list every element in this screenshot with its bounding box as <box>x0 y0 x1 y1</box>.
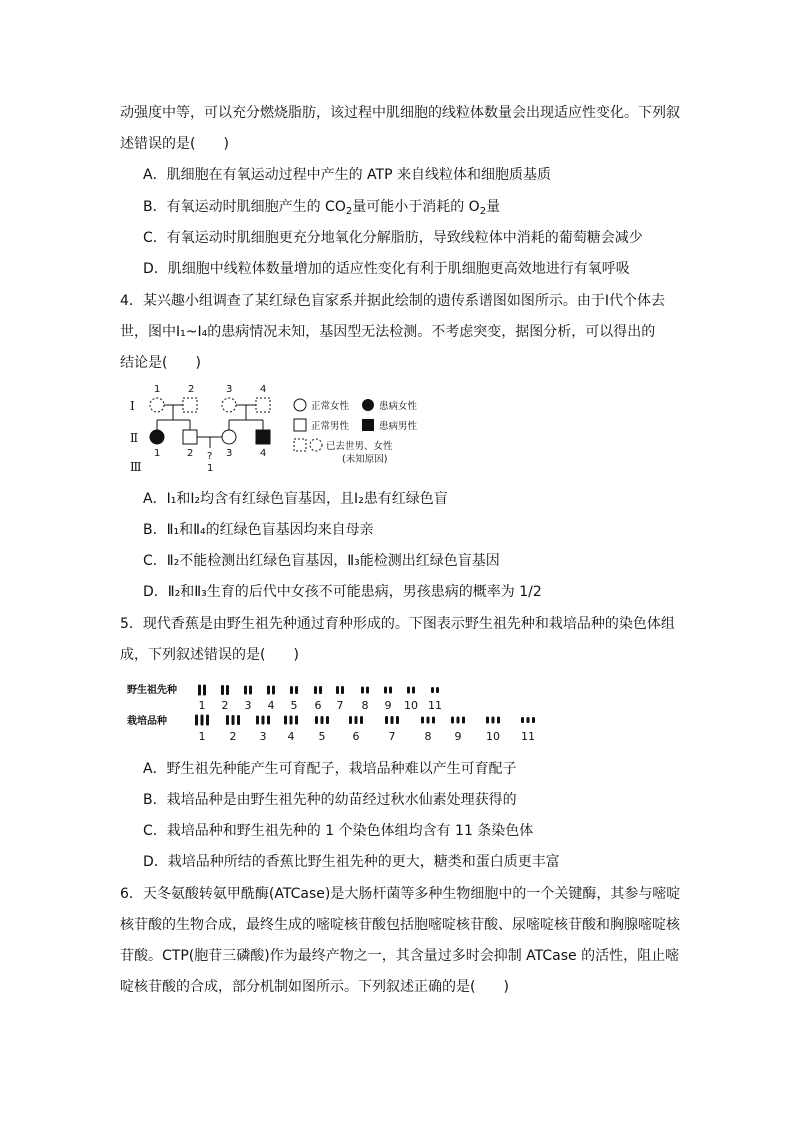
cultivar-chromosome-4b <box>290 716 293 725</box>
wild-chromosome-8b <box>366 687 369 694</box>
cultivar-group-number-8: 8 <box>424 730 432 742</box>
cultivar-group-number-10: 10 <box>486 730 500 742</box>
gen1-individual-3 <box>222 398 236 412</box>
cultivar-chromosome-4a <box>284 716 287 725</box>
cultivar-chromosome-2b <box>232 715 235 725</box>
wild-group-number-9: 9 <box>384 699 392 712</box>
wild-chromosome-1a <box>198 685 201 696</box>
gen1-num-1: 1 <box>154 384 161 395</box>
wild-chromosome-row <box>198 685 442 713</box>
wild-chromosome-6b <box>319 686 322 694</box>
q3-option-c: C．有氧运动时肌细胞更充分地氧化分解脂肪，导致线粒体中消耗的葡萄糖会减少 <box>143 230 643 246</box>
legend-affected-female-label: 患病女性 <box>379 401 418 412</box>
q5-option-d: D．栽培品种所结的香蕉比野生祖先种的更大，糖类和蛋白质更丰富 <box>143 854 560 870</box>
wild-chromosome-4b <box>272 686 275 695</box>
cultivar-chromosome-8b <box>427 717 430 724</box>
cultivar-group-number-1: 1 <box>198 730 206 742</box>
q3-option-b-part1: B．有氧运动时肌细胞产生的 CO <box>143 199 346 215</box>
gen2-individual-4-affected <box>256 430 270 444</box>
q4-stem-line2: 世，图中Ⅰ₁~Ⅰ₄的患病情况未知，基因型无法检测。不考虑突变，据图分析，可以得出的 <box>120 324 656 340</box>
q3-option-d: D．肌细胞中线粒体数量增加的适应性变化有利于肌细胞更高效地进行有氧呼吸 <box>143 261 630 277</box>
legend-affected-male-label: 患病男性 <box>379 421 418 432</box>
gen-label-2: Ⅱ <box>130 431 139 445</box>
cultivar-chromosome-7b <box>391 716 394 724</box>
cultivar-chromosome-11a <box>521 717 524 723</box>
cultivar-chromosome-11b <box>527 717 530 723</box>
cultivar-chromosome-2c <box>237 715 240 725</box>
cultivar-chromosome-3c <box>267 716 270 725</box>
cultivar-group-number-5: 5 <box>318 730 326 742</box>
gen2-num-4: 4 <box>260 448 267 459</box>
q3-option-b-part2: 量可能小于消耗的 O <box>352 199 480 215</box>
q4-stem-line1: 4．某兴趣小组调查了某红绿色盲家系并据此绘制的遗传系谱图如图所示。由于Ⅰ代个体去 <box>120 293 666 309</box>
q4-option-b: B．Ⅱ₁和Ⅱ₄的红绿色盲基因均来自母亲 <box>143 522 374 538</box>
gen1-individual-1 <box>150 398 164 412</box>
cultivar-label: 栽培品种 <box>127 716 167 727</box>
cultivar-chromosome-9c <box>462 717 465 724</box>
cultivar-chromosome-6b <box>355 716 358 724</box>
q3-option-a: A．肌细胞在有氧运动过程中产生的 ATP 来自线粒体和细胞质基质 <box>143 167 551 183</box>
cultivar-chromosome-3a <box>256 716 259 725</box>
gen3-question-mark: ? <box>207 451 213 462</box>
cultivar-group-number-11: 11 <box>521 730 535 742</box>
cultivar-chromosome-9b <box>457 717 460 724</box>
cultivar-chromosome-6a <box>349 716 352 724</box>
wild-group-number-4: 4 <box>267 699 275 712</box>
wild-chromosome-7a <box>336 686 339 694</box>
q4-stem-line3: 结论是( ) <box>120 355 201 371</box>
cultivar-chromosome-2a <box>226 715 229 725</box>
legend-normal-female-label: 正常女性 <box>311 401 350 412</box>
cultivar-chromosome-3b <box>262 716 265 725</box>
wild-group-number-8: 8 <box>361 699 369 712</box>
wild-group-number-2: 2 <box>221 699 229 712</box>
gen1-individual-4 <box>256 398 270 412</box>
q6-stem-line1: 6．天冬氨酸转氨甲酰酶(ATCase)是大肠杆菌等多种生物细胞中的一个关键酶，其参与嘧啶 <box>120 886 681 902</box>
q5-option-a: A．野生祖先种能产生可育配子，栽培品种难以产生可育配子 <box>143 761 517 777</box>
gen2-num-1: 1 <box>154 448 161 459</box>
q5-stem-line1: 5．现代香蕉是由野生祖先种通过育种形成的。下图表示野生祖先种和栽培品种的染色体组 <box>120 616 675 632</box>
wild-chromosome-11a <box>431 687 434 693</box>
wild-chromosome-5a <box>290 686 293 694</box>
cultivar-chromosome-1b <box>201 715 204 726</box>
q6-stem-line2: 核苷酸的生物合成，最终生成的嘧啶核苷酸包括胞嘧啶核苷酸、尿嘧啶核苷酸和胸腺嘧啶核 <box>120 917 680 933</box>
gen3-num-1: 1 <box>207 463 214 474</box>
cultivar-chromosome-9a <box>451 717 454 724</box>
legend-normal-female-icon <box>294 399 306 411</box>
gen-label-1: Ⅰ <box>130 399 135 413</box>
wild-group-number-7: 7 <box>336 699 344 712</box>
legend-affected-female-icon <box>362 399 374 411</box>
q6-stem-line3: 苷酸。CTP(胞苷三磷酸)作为最终产物之一，其含量过多时会抑制 ATCase 的活性，阻止嘧 <box>120 948 680 964</box>
legend-deceased-label: 已去世男、女性 <box>326 441 393 452</box>
q5-option-c: C．栽培品种和野生祖先种的 1 个染色体组均含有 11 条染色体 <box>143 823 534 839</box>
wild-chromosome-8a <box>361 687 364 694</box>
gen2-individual-1-affected <box>150 430 164 444</box>
cultivar-chromosome-6c <box>360 716 363 724</box>
cultivar-group-number-7: 7 <box>388 730 396 742</box>
legend-normal-male-label: 正常男性 <box>311 421 350 432</box>
cultivar-chromosome-5b <box>321 716 324 724</box>
wild-group-number-10: 10 <box>404 699 418 712</box>
cultivar-chromosome-1c <box>206 715 209 726</box>
wild-chromosome-2b <box>226 685 229 695</box>
cultivar-chromosome-5c <box>326 716 329 724</box>
cultivar-group-number-2: 2 <box>229 730 237 742</box>
wild-chromosome-7b <box>341 686 344 694</box>
wild-ancestor-label: 野生祖先种 <box>127 685 177 696</box>
wild-chromosome-10b <box>412 687 415 694</box>
wild-chromosome-4a <box>267 686 270 695</box>
cultivar-chromosome-10b <box>492 717 495 724</box>
karyotype-figure <box>127 680 547 742</box>
legend-deceased-male-icon <box>294 439 306 451</box>
legend-deceased-note: (未知原因) <box>342 454 388 465</box>
wild-chromosome-3b <box>249 686 252 695</box>
gen1-individual-2 <box>183 398 197 412</box>
wild-chromosome-3a <box>244 686 247 695</box>
legend-normal-male-icon <box>294 419 306 431</box>
gen2-num-3: 3 <box>226 448 233 459</box>
q3-stem-line2: 述错误的是( ) <box>120 136 229 152</box>
cultivar-chromosome-1a <box>195 715 198 726</box>
q4-option-a: A．Ⅰ₁和Ⅰ₂均含有红绿色盲基因，且Ⅰ₂患有红绿色盲 <box>143 491 448 507</box>
q4-option-c: C．Ⅱ₂不能检测出红绿色盲基因，Ⅱ₃能检测出红绿色盲基因 <box>143 553 500 569</box>
gen2-num-2: 2 <box>187 448 194 459</box>
wild-group-number-1: 1 <box>198 699 206 712</box>
wild-chromosome-9b <box>389 687 392 694</box>
q3-option-b: B．有氧运动时肌细胞产生的 $CO_2$量可能小于消耗的 $O_2$量 <box>143 199 501 217</box>
wild-group-number-6: 6 <box>314 699 322 712</box>
wild-chromosome-1b <box>203 685 206 696</box>
wild-chromosome-5b <box>295 686 298 694</box>
wild-group-number-3: 3 <box>244 699 252 712</box>
wild-chromosome-2a <box>221 685 224 695</box>
gen2-individual-3 <box>222 430 236 444</box>
q4-option-d: D．Ⅱ₂和Ⅱ₃生育的后代中女孩不可能患病，男孩患病的概率为 1/2 <box>143 584 542 600</box>
gen1-num-4: 4 <box>260 384 267 395</box>
q3-stem-line1: 动强度中等，可以充分燃烧脂肪，该过程中肌细胞的线粒体数量会出现适应性变化。下列叙 <box>120 105 680 121</box>
q5-option-b: B．栽培品种是由野生祖先种的幼苗经过秋水仙素处理获得的 <box>143 792 517 808</box>
cultivar-chromosome-5a <box>315 716 318 724</box>
cultivar-group-number-9: 9 <box>454 730 462 742</box>
wild-chromosome-10a <box>407 687 410 694</box>
wild-chromosome-11b <box>436 687 439 693</box>
q3-option-b-part3: 量 <box>486 199 501 215</box>
cultivar-chromosome-10a <box>486 717 489 724</box>
cultivar-group-number-3: 3 <box>259 730 267 742</box>
wild-group-number-11: 11 <box>428 699 442 712</box>
cultivar-chromosome-7c <box>396 716 399 724</box>
cultivar-chromosome-11c <box>532 717 535 723</box>
q5-stem-line2: 成，下列叙述错误的是( ) <box>120 647 299 663</box>
wild-group-number-5: 5 <box>290 699 298 712</box>
wild-chromosome-6a <box>314 686 317 694</box>
gen1-num-3: 3 <box>226 384 233 395</box>
gen2-individual-2 <box>183 430 197 444</box>
wild-chromosome-9a <box>384 687 387 694</box>
cultivar-chromosome-8a <box>421 717 424 724</box>
gen1-num-2: 2 <box>188 384 195 395</box>
legend-deceased-female-icon <box>310 439 322 451</box>
cultivar-group-number-6: 6 <box>352 730 360 742</box>
cultivar-group-number-4: 4 <box>287 730 295 742</box>
cultivar-chromosome-4c <box>295 716 298 725</box>
cultivar-chromosome-10c <box>497 717 500 724</box>
legend-affected-male-icon <box>362 419 374 431</box>
cultivar-chromosome-8c <box>432 717 435 724</box>
gen-label-3: Ⅲ <box>130 460 142 474</box>
cultivar-chromosome-row <box>195 715 535 743</box>
cultivar-chromosome-7a <box>385 716 388 724</box>
q6-stem-line4: 啶核苷酸的合成，部分机制如图所示。下列叙述正确的是( ) <box>120 979 509 995</box>
pedigree-legend <box>292 395 452 465</box>
